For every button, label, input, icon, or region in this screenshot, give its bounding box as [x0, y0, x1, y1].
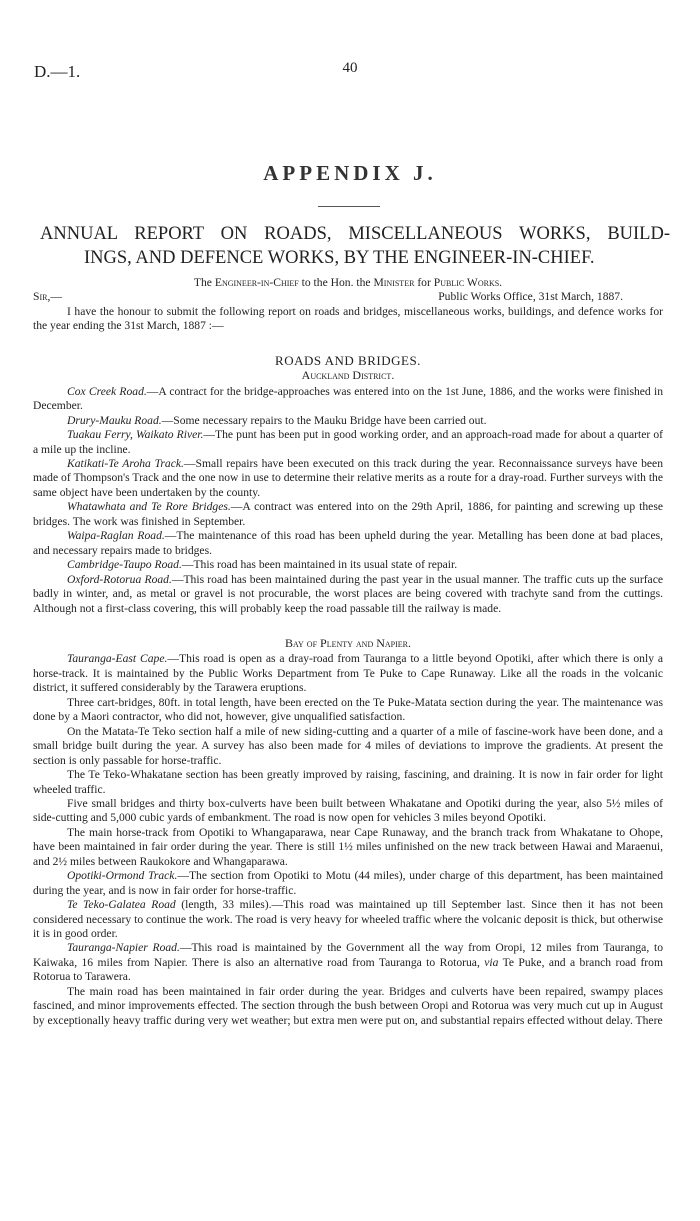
report-body [33, 276, 663, 1028]
paragraph: Opotiki-Ormond Track.—The section from Opotiki to Motu (44 miles), under charge of this department, has been maintained during the year, and is now in fair order for horse-traffic. [33, 869, 663, 897]
paragraph: Three cart-bridges, 80ft. in total length, have been erected on the Te Puke-Matata section during the year. The maintenance was done by a Maori contractor, who did not, however, give unqualified satisfaction. [33, 695, 663, 724]
salutation-sir: Sir,— [33, 290, 62, 304]
district-heading-bay-of-plenty: Bay of Plenty and Napier. [284, 635, 412, 650]
address-line: The Engineer-in-Chief to the Hon. the Minister for Public Works. [193, 276, 503, 289]
paragraph: The main road has been maintained in fair order during the year. Bridges and culverts have been repaired, swampy places fascined, and minor improvements effected. The section through the bush between Oropi and Rotorua was very much cut up in August by exceptionally heavy traffic during very wet weather; but extra men were put on, and substantial repairs effected without delay. There [33, 984, 663, 1027]
report-title [40, 222, 670, 270]
salutation [33, 290, 663, 304]
place-date: Public Works Office, 31st March, 1887. [438, 290, 623, 304]
appendix-heading: APPENDIX J. [263, 161, 437, 185]
intro-paragraph: I have the honour to submit the following report on roads and bridges, miscellaneous works, buildings, and defence works for the year ending the 31st March, 1887 :— [33, 304, 663, 333]
paragraph: Tuakau Ferry, Waikato River.—The punt has been put in good working order, and an approach-road made for about a quarter of a mile up the incline. [33, 428, 663, 456]
paragraph: Katikati-Te Aroha Track.—Small repairs have been executed on this track during the year. Reconnaissance surveys have been made of Thompson's Track and the one now in use to determine their relative merits as a route for a dray-road. Further surveys with the same object have been undertaken by the county. [33, 456, 663, 499]
paragraph: Tauranga-East Cape.—This road is open as a dray-road from Tauranga to a little beyond Opotiki, after which there is only a horse-track. It is maintained by the Public Works Department from Te Puke to Cape Runaway. Like all the roads in the volcanic district, it suffered considerably by the Tarawera eruptions. [33, 652, 664, 695]
paragraph: Cambridge-Taupo Road.—This road has been maintained in its usual state of repair. [67, 558, 458, 572]
heading-rule [318, 206, 380, 207]
paragraph: Tauranga-Napier Road.—This road is maintained by the Government all the way from Oropi, 12 miles from Tauranga, to Kaiwaka, 16 miles from Napier. There is also an alternative road from Tauranga to Rotorua, via Te Puke, and a branch road from Rotorua to Tarawera. [33, 941, 663, 984]
paragraph: Drury-Mauku Road.—Some necessary repairs to the Mauku Bridge have been carried out. [67, 413, 487, 427]
document-reference: D.—1. [34, 62, 81, 81]
paragraph: Te Teko-Galatea Road (length, 33 miles).—This road was maintained up till September last. Since then it has not been considered necessary to continue the work. The road is very heavy for wheeled traffic where the volcanic deposit is thick, but otherwise it is in good order. [33, 898, 663, 941]
district-heading-auckland: Auckland District. [301, 368, 395, 383]
paragraph: Whatawhata and Te Rore Bridges.—A contract was entered into on the 29th April, 1886, for painting and screwing up these bridges. The work was finished in September. [33, 500, 663, 528]
paragraph: Five small bridges and thirty box-culverts have been built between Whakatane and Opotiki during the year, also 5½ miles of side-cutting and 5,000 cubic yards of embankment. The road is now open for vehicles 3 miles beyond Opotiki. [33, 796, 663, 825]
paragraph: The Te Teko-Whakatane section has been greatly improved by raising, fascining, and draining. It is now in fair order for light wheeled traffic. [33, 768, 663, 796]
paragraph: Oxford-Rotorua Road.—This road has been maintained during the past year in the usual manner. The traffic cuts up the surface badly in winter, and, as metal or gravel is not procurable, the worst places are being covered with trachyte sand from the cuttings. Although not a first-class covering, this will probably keep the road passable till the railway is made. [33, 572, 663, 615]
paragraph: On the Matata-Te Teko section half a mile of new siding-cutting and a quarter of a mile of fascine-work have been done, and a small bridge built during the year. A survey has also been made for 4 miles of deviations to improve the gradients. At present the section is only passable for horse-traffic. [33, 724, 663, 767]
section-heading: ROADS AND BRIDGES. [275, 352, 421, 368]
page-number: 40 [342, 60, 358, 76]
paragraph: The main horse-track from Opotiki to Whangaparawa, near Cape Runaway, and the branch track from Whakatane to Ohope, have been maintained in fair order during the year. There is still 1½ miles unfinished on the new track between Hawai and Maraenui, and 2½ miles between Raukokore and Whangaparawa. [33, 825, 663, 868]
report-title-line-1: ANNUAL REPORT ON ROADS, MISCELLANEOUS WORKS, BUILD- [40, 224, 670, 244]
report-title-line-2: INGS, AND DEFENCE WORKS, BY THE ENGINEER-IN-CHIEF. [84, 248, 595, 268]
paragraph: Waipa-Raglan Road.—The maintenance of this road has been upheld during the year. Metalling has been done at bad places, and necessary repairs made to bridges. [33, 529, 664, 557]
paragraph: Cox Creek Road.—A contract for the bridge-approaches was entered into on the 1st June, 1886, and the works were finished in December. [33, 384, 663, 413]
